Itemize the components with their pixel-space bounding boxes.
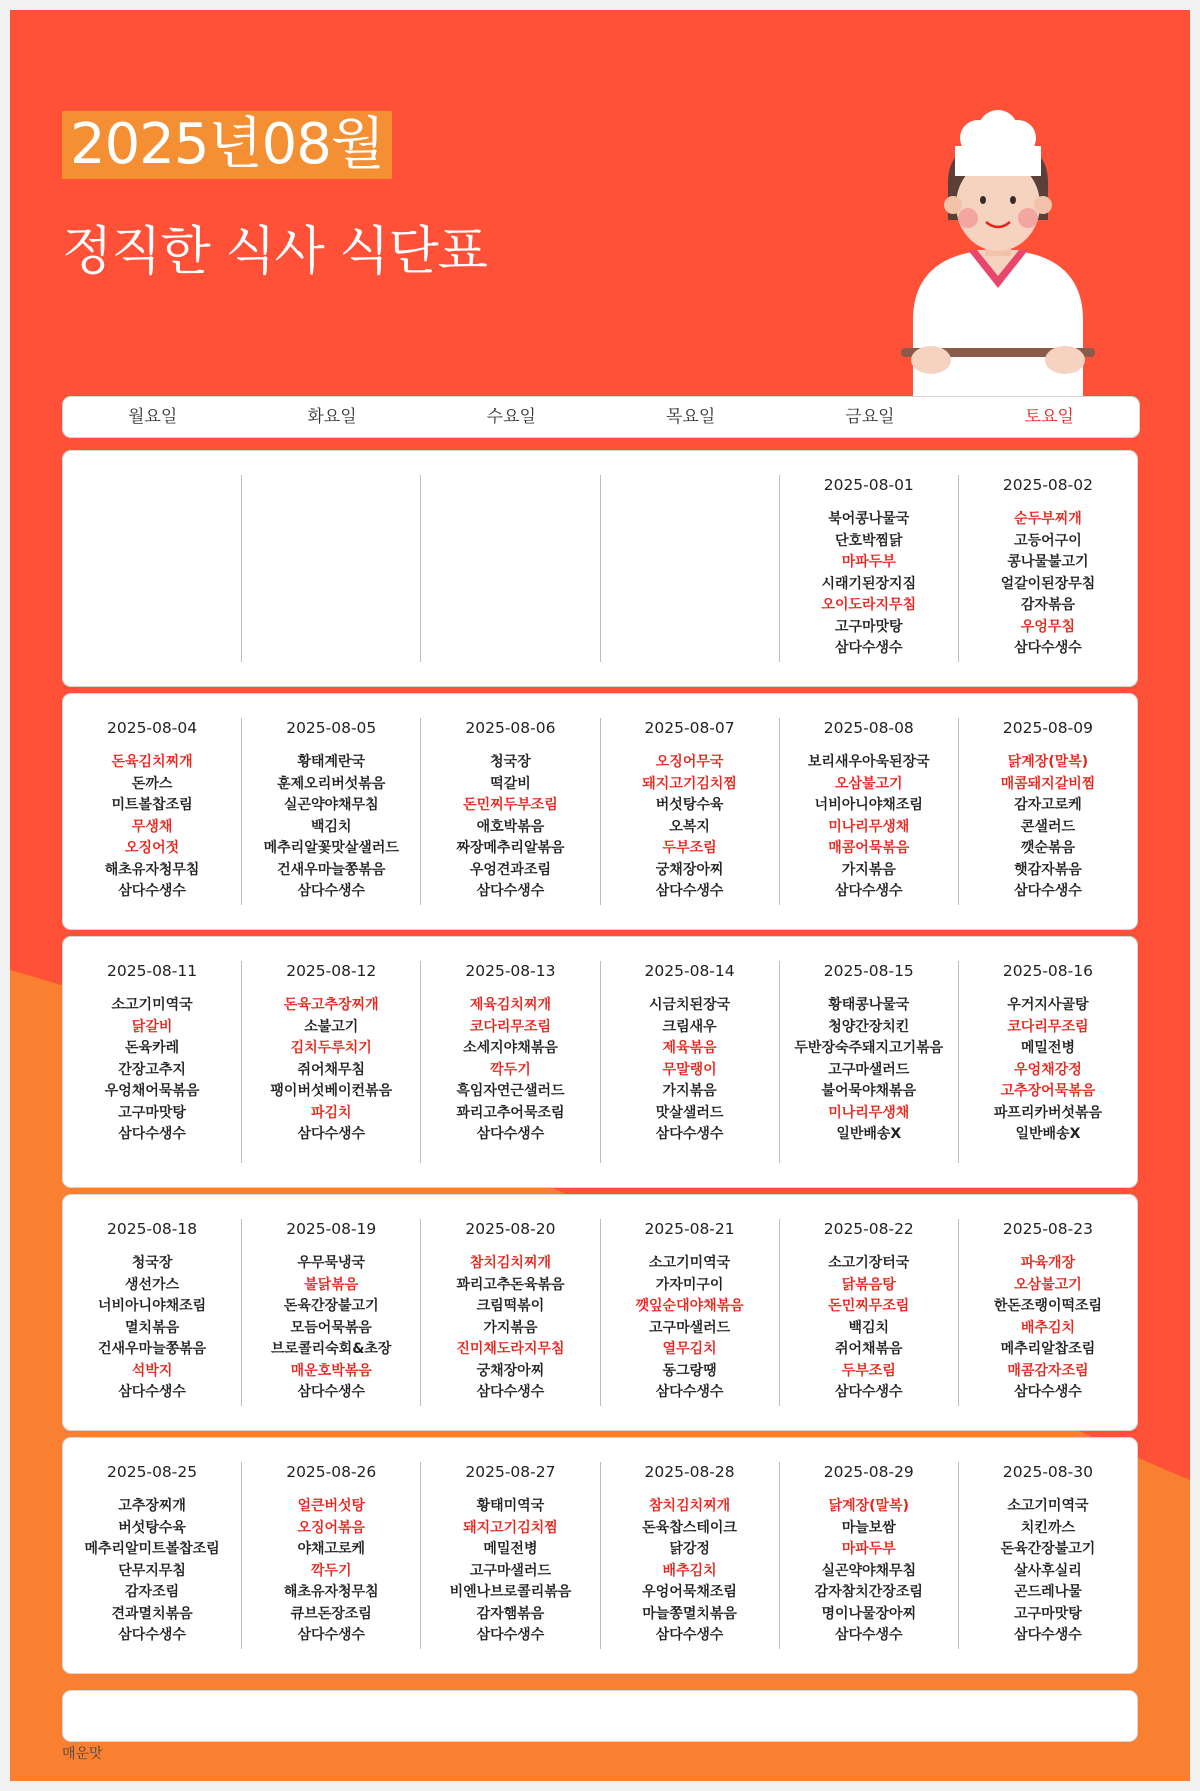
menu-item-spicy: 미나리무생채 bbox=[828, 818, 910, 835]
day-date: 2025-08-28 bbox=[644, 1463, 735, 1481]
menu-item-spicy: 석박지 bbox=[131, 1362, 173, 1379]
menu-list bbox=[959, 1253, 1137, 1404]
day-cell bbox=[780, 475, 959, 662]
menu-item-spicy: 얼큰버섯탕 bbox=[297, 1498, 366, 1514]
menu-item-spicy: 제육김치찌개 bbox=[469, 997, 551, 1013]
menu-item: 고구마맛탕 bbox=[834, 618, 903, 635]
day-date: 2025-08-04 bbox=[107, 719, 198, 737]
menu-item: 삼다수생수 bbox=[834, 640, 903, 656]
menu-item-spicy: 고추장어묵볶음 bbox=[1000, 1083, 1096, 1099]
menu-item: 감자조림 bbox=[125, 1584, 180, 1600]
menu-item: 삼다수생수 bbox=[118, 883, 186, 899]
menu-item-spicy: 두부조림 bbox=[662, 840, 717, 856]
weekday-mon: 월요일 bbox=[128, 407, 178, 427]
week-row bbox=[62, 450, 1138, 687]
day-cell bbox=[959, 961, 1137, 1163]
menu-list bbox=[959, 1496, 1137, 1647]
day-date: 2025-08-16 bbox=[1002, 962, 1093, 980]
day-cell bbox=[63, 1219, 242, 1406]
day-cell bbox=[242, 961, 421, 1163]
menu-item: 삼다수생수 bbox=[476, 1384, 545, 1400]
day-date: 2025-08-22 bbox=[823, 1220, 914, 1238]
day-cell bbox=[601, 475, 780, 662]
menu-item: 너비아니야채조림 bbox=[814, 797, 923, 813]
menu-item: 견과멸치볶음 bbox=[111, 1605, 193, 1622]
menu-item: 감자고로케 bbox=[1014, 797, 1082, 813]
menu-list bbox=[63, 995, 241, 1146]
chef-illustration bbox=[893, 110, 1103, 400]
menu-item: 황태콩나물국 bbox=[828, 997, 910, 1013]
menu-item: 브로콜리숙회&초장 bbox=[271, 1341, 392, 1357]
day-cell bbox=[601, 1462, 780, 1649]
menu-item: 우엉채어묵볶음 bbox=[104, 1083, 200, 1099]
menu-list bbox=[780, 995, 958, 1146]
menu-item-spicy: 두부조림 bbox=[841, 1362, 896, 1379]
menu-item: 우무묵냉국 bbox=[297, 1255, 366, 1271]
menu-item: 백김치 bbox=[310, 818, 352, 835]
weekday-thu: 목요일 bbox=[666, 407, 716, 427]
menu-item: 메밀전병 bbox=[1020, 1040, 1075, 1056]
menu-item: 삼다수생수 bbox=[655, 883, 724, 899]
menu-item: 오복지 bbox=[669, 818, 710, 835]
menu-item: 훈제오리버섯볶음 bbox=[277, 775, 386, 792]
menu-item: 생선가스 bbox=[125, 1276, 180, 1293]
menu-item: 소고기미역국 bbox=[1007, 1498, 1089, 1514]
menu-item-spicy: 진미채도라지무침 bbox=[456, 1341, 565, 1357]
menu-item: 돈육간장불고기 bbox=[283, 1298, 379, 1314]
menu-item: 쥐어채무침 bbox=[297, 1061, 366, 1078]
week-row bbox=[62, 936, 1138, 1188]
menu-item: 실곤약야채무침 bbox=[283, 797, 379, 813]
day-cell bbox=[601, 961, 780, 1163]
week-row bbox=[62, 1194, 1138, 1431]
menu-list bbox=[959, 752, 1137, 903]
menu-item: 맛살샐러드 bbox=[655, 1104, 724, 1121]
weekday-fri: 금요일 bbox=[845, 407, 895, 427]
month-title: 2025년08월 bbox=[62, 111, 392, 179]
menu-item: 명이나물장아찌 bbox=[821, 1605, 917, 1622]
menu-item: 삼다수생수 bbox=[655, 1627, 724, 1643]
day-cell bbox=[63, 475, 242, 662]
menu-item-spicy: 매콤감자조림 bbox=[1007, 1362, 1089, 1379]
menu-item: 짜장메추리알볶음 bbox=[456, 840, 565, 856]
menu-item: 멸치볶음 bbox=[125, 1319, 180, 1336]
menu-item-spicy: 배추김치 bbox=[1020, 1319, 1075, 1336]
menu-item: 황태미역국 bbox=[476, 1498, 545, 1514]
menu-item: 황태계란국 bbox=[297, 754, 366, 770]
menu-item: 콘샐러드 bbox=[1020, 818, 1075, 835]
menu-item: 콩나물불고기 bbox=[1007, 554, 1089, 570]
day-cell bbox=[421, 475, 600, 662]
menu-item: 팽이버섯베이컨볶음 bbox=[270, 1083, 393, 1099]
menu-item-spicy: 무생채 bbox=[131, 818, 173, 835]
day-cell bbox=[421, 1462, 600, 1649]
menu-item: 삼다수생수 bbox=[1014, 883, 1082, 899]
menu-item: 가자미구이 bbox=[655, 1276, 724, 1293]
menu-item: 단무지무침 bbox=[118, 1562, 186, 1579]
menu-list bbox=[601, 995, 779, 1146]
menu-item: 고구마샐러드 bbox=[649, 1319, 731, 1336]
menu-item-spicy: 코다리무조림 bbox=[1007, 1018, 1089, 1035]
menu-item: 삼다수생수 bbox=[655, 1384, 724, 1400]
day-date: 2025-08-26 bbox=[286, 1463, 377, 1481]
day-cell bbox=[63, 961, 242, 1163]
menu-item-spicy: 파김치 bbox=[310, 1104, 352, 1121]
menu-list bbox=[421, 1253, 599, 1404]
menu-list bbox=[63, 752, 241, 903]
menu-item-spicy: 순두부찌개 bbox=[1014, 511, 1082, 527]
week-row bbox=[62, 1437, 1138, 1674]
menu-item-spicy: 제육볶음 bbox=[662, 1040, 717, 1056]
menu-item: 치킨까스 bbox=[1020, 1519, 1075, 1536]
menu-item: 흑임자연근샐러드 bbox=[456, 1083, 565, 1099]
menu-item: 삼다수생수 bbox=[834, 1627, 903, 1643]
menu-subtitle: 정직한 식사 식단표 bbox=[62, 222, 487, 282]
menu-list bbox=[242, 1496, 420, 1647]
menu-list bbox=[242, 752, 420, 903]
menu-item-spicy: 파육개장 bbox=[1020, 1255, 1075, 1271]
day-date: 2025-08-13 bbox=[465, 962, 556, 980]
menu-item: 가지볶음 bbox=[483, 1319, 538, 1336]
day-date: 2025-08-25 bbox=[107, 1463, 198, 1481]
day-cell bbox=[601, 1219, 780, 1406]
menu-item: 비엔나브로콜리볶음 bbox=[449, 1584, 572, 1600]
menu-list bbox=[242, 995, 420, 1146]
menu-item-spicy: 참치김치찌개 bbox=[469, 1255, 551, 1271]
menu-list bbox=[780, 1496, 958, 1647]
day-date: 2025-08-27 bbox=[465, 1463, 556, 1481]
menu-item-spicy: 매콤돼지갈비찜 bbox=[1000, 775, 1096, 792]
menu-item-spicy: 매콤어묵볶음 bbox=[828, 840, 910, 856]
menu-item: 마늘보쌈 bbox=[841, 1519, 896, 1536]
menu-item-spicy: 참치김치찌개 bbox=[649, 1498, 731, 1514]
weekday-sat: 토요일 bbox=[1024, 407, 1074, 427]
menu-item-spicy: 오징어무국 bbox=[655, 754, 724, 770]
day-date: 2025-08-02 bbox=[1002, 476, 1093, 494]
day-date: 2025-08-29 bbox=[823, 1463, 914, 1481]
weekday-header bbox=[62, 396, 1140, 438]
menu-item: 삼다수생수 bbox=[1014, 1627, 1082, 1643]
day-cell bbox=[63, 718, 242, 905]
menu-list bbox=[242, 1253, 420, 1404]
menu-item: 살사후실리 bbox=[1014, 1562, 1082, 1579]
menu-item: 청국장 bbox=[490, 754, 531, 770]
menu-list bbox=[780, 509, 958, 660]
menu-item: 청양간장치킨 bbox=[828, 1018, 910, 1035]
menu-item: 동그랑땡 bbox=[662, 1362, 717, 1379]
menu-item: 일반배송X bbox=[1015, 1126, 1081, 1142]
menu-item: 돈육찹스테이크 bbox=[642, 1519, 737, 1536]
week-row bbox=[62, 693, 1138, 930]
menu-item: 메밀전병 bbox=[483, 1541, 538, 1557]
menu-item-spicy: 돼지고기김치찜 bbox=[463, 1519, 558, 1536]
day-cell bbox=[63, 1462, 242, 1649]
day-date: 2025-08-30 bbox=[1002, 1463, 1093, 1481]
menu-item-spicy: 배추김치 bbox=[662, 1562, 717, 1579]
menu-item: 메추리알미트볼찹조림 bbox=[84, 1541, 220, 1557]
day-date: 2025-08-06 bbox=[465, 719, 556, 737]
day-cell bbox=[959, 475, 1137, 662]
weekday-wed: 수요일 bbox=[486, 407, 536, 427]
menu-item-spicy: 깻잎순대야채볶음 bbox=[635, 1298, 744, 1314]
menu-item-spicy: 돈육김치찌개 bbox=[111, 754, 193, 770]
menu-list bbox=[780, 1253, 958, 1404]
menu-item: 야채고로케 bbox=[297, 1541, 366, 1557]
menu-item: 돈까스 bbox=[131, 775, 173, 792]
day-date: 2025-08-05 bbox=[286, 719, 377, 737]
empty-week-row bbox=[62, 1690, 1138, 1742]
menu-list bbox=[421, 995, 599, 1146]
day-cell bbox=[959, 718, 1137, 905]
menu-item-spicy: 닭갈비 bbox=[131, 1018, 173, 1035]
menu-item: 소고기미역국 bbox=[111, 997, 193, 1013]
menu-item: 삼다수생수 bbox=[297, 1384, 366, 1400]
day-cell bbox=[601, 718, 780, 905]
day-date: 2025-08-14 bbox=[644, 962, 735, 980]
day-date: 2025-08-20 bbox=[465, 1220, 556, 1238]
day-cell bbox=[959, 1219, 1137, 1406]
menu-item: 청국장 bbox=[131, 1255, 173, 1271]
day-cell bbox=[242, 475, 421, 662]
menu-item-spicy: 닭계장(말복) bbox=[828, 1498, 909, 1514]
menu-list bbox=[421, 752, 599, 903]
menu-item: 삼다수생수 bbox=[1014, 640, 1082, 656]
day-date: 2025-08-19 bbox=[286, 1220, 377, 1238]
menu-item: 고구마샐러드 bbox=[469, 1562, 551, 1579]
menu-item: 감자볶음 bbox=[1020, 597, 1075, 613]
menu-poster bbox=[10, 10, 1190, 1781]
menu-item: 삼다수생수 bbox=[297, 1627, 366, 1643]
menu-item: 메추리알꽃맛살샐러드 bbox=[263, 840, 399, 856]
menu-item: 간장고추지 bbox=[118, 1061, 186, 1078]
menu-item: 고구마맛탕 bbox=[1014, 1605, 1082, 1622]
menu-item: 일반배송X bbox=[836, 1126, 902, 1142]
menu-item: 메추리알찹조림 bbox=[1000, 1341, 1096, 1357]
menu-list bbox=[601, 1253, 779, 1404]
menu-item: 삼다수생수 bbox=[834, 1384, 903, 1400]
menu-item-spicy: 깍두기 bbox=[490, 1061, 531, 1078]
menu-item-spicy: 김치두루치기 bbox=[290, 1040, 372, 1056]
day-cell bbox=[780, 1462, 959, 1649]
menu-item: 고구마맛탕 bbox=[118, 1104, 186, 1121]
menu-item-spicy: 닭계장(말복) bbox=[1007, 754, 1089, 770]
day-date: 2025-08-23 bbox=[1002, 1220, 1093, 1238]
menu-item: 떡갈비 bbox=[490, 775, 531, 792]
day-date: 2025-08-09 bbox=[1002, 719, 1093, 737]
menu-item: 미트볼찹조림 bbox=[111, 797, 193, 813]
menu-item: 돈육카레 bbox=[125, 1040, 180, 1056]
day-cell bbox=[421, 961, 600, 1163]
menu-item-spicy: 돈민찌두부조림 bbox=[463, 797, 558, 813]
menu-item: 애호박볶음 bbox=[476, 818, 545, 835]
menu-item-spicy: 열무김치 bbox=[662, 1341, 717, 1357]
menu-item-spicy: 돈민찌무조림 bbox=[828, 1298, 910, 1314]
menu-list bbox=[601, 752, 779, 903]
menu-item-spicy: 우엉채강정 bbox=[1014, 1061, 1082, 1078]
menu-item: 삼다수생수 bbox=[476, 1627, 545, 1643]
menu-item: 삼다수생수 bbox=[118, 1126, 186, 1142]
menu-item: 햇감자볶음 bbox=[1014, 861, 1082, 878]
day-cell bbox=[780, 961, 959, 1163]
menu-item: 북어콩나물국 bbox=[828, 511, 910, 527]
spicy-legend: 매운맛 bbox=[62, 1746, 103, 1762]
day-cell bbox=[242, 1462, 421, 1649]
menu-item: 쥐어채볶음 bbox=[834, 1341, 903, 1357]
menu-item: 소세지야채볶음 bbox=[463, 1040, 558, 1056]
menu-item: 삼다수생수 bbox=[476, 1126, 545, 1142]
menu-item: 삼다수생수 bbox=[118, 1627, 186, 1643]
menu-item: 궁채장아찌 bbox=[476, 1362, 545, 1379]
menu-list bbox=[959, 509, 1137, 660]
menu-item-spicy: 오삼불고기 bbox=[1014, 1276, 1082, 1293]
day-cell bbox=[959, 1462, 1137, 1649]
menu-list bbox=[63, 1496, 241, 1647]
menu-item: 백김치 bbox=[848, 1319, 890, 1336]
menu-item: 곤드레나물 bbox=[1014, 1584, 1082, 1600]
menu-item: 너비아니야채조림 bbox=[97, 1298, 207, 1314]
menu-item-spicy: 마파두부 bbox=[841, 554, 896, 570]
menu-item: 삼다수생수 bbox=[297, 883, 366, 899]
menu-item: 우거지사골탕 bbox=[1007, 997, 1089, 1013]
menu-item: 고등어구이 bbox=[1014, 532, 1082, 549]
menu-item: 고추장찌개 bbox=[118, 1498, 186, 1514]
menu-item: 해초유자청무침 bbox=[283, 1584, 379, 1600]
menu-item-spicy: 깍두기 bbox=[310, 1562, 352, 1579]
menu-item: 파프리카버섯볶음 bbox=[993, 1104, 1103, 1121]
menu-item: 큐브돈장조림 bbox=[290, 1605, 372, 1622]
menu-item: 감자참치간장조림 bbox=[814, 1584, 923, 1600]
menu-item: 소고기장터국 bbox=[828, 1255, 910, 1271]
day-date: 2025-08-12 bbox=[286, 962, 377, 980]
menu-list bbox=[63, 1253, 241, 1404]
menu-item: 삼다수생수 bbox=[655, 1126, 724, 1142]
menu-item-spicy: 오징어볶음 bbox=[297, 1519, 366, 1536]
menu-item-spicy: 돈육고추장찌개 bbox=[283, 997, 379, 1013]
menu-item: 단호박찜닭 bbox=[834, 532, 903, 549]
menu-list bbox=[959, 995, 1137, 1146]
day-cell bbox=[242, 718, 421, 905]
menu-item: 실곤약야채무침 bbox=[821, 1562, 917, 1579]
menu-list bbox=[421, 1496, 599, 1647]
day-date: 2025-08-15 bbox=[823, 962, 914, 980]
menu-item-spicy: 오징어젓 bbox=[125, 840, 180, 856]
menu-item: 시금치된장국 bbox=[649, 997, 731, 1013]
menu-item: 우엉견과조림 bbox=[469, 861, 551, 878]
menu-item: 고구마샐러드 bbox=[828, 1061, 910, 1078]
menu-item: 버섯탕수육 bbox=[118, 1519, 186, 1536]
day-cell bbox=[421, 718, 600, 905]
menu-item: 크림새우 bbox=[662, 1018, 717, 1035]
day-date: 2025-08-21 bbox=[644, 1220, 735, 1238]
menu-item: 닭강정 bbox=[669, 1541, 710, 1557]
menu-item-spicy: 무말랭이 bbox=[662, 1061, 717, 1078]
menu-item: 삼다수생수 bbox=[118, 1384, 186, 1400]
menu-item: 불어묵야채볶음 bbox=[821, 1083, 917, 1099]
menu-item: 소고기미역국 bbox=[649, 1255, 731, 1271]
menu-item: 가지볶음 bbox=[662, 1083, 717, 1099]
day-cell bbox=[780, 1219, 959, 1406]
menu-item: 건새우마늘쫑볶음 bbox=[277, 861, 386, 878]
day-date: 2025-08-07 bbox=[644, 719, 735, 737]
menu-item: 삼다수생수 bbox=[297, 1126, 366, 1142]
menu-item-spicy: 닭볶음탕 bbox=[841, 1276, 896, 1293]
day-cell bbox=[242, 1219, 421, 1406]
menu-item: 삼다수생수 bbox=[834, 883, 903, 899]
menu-item: 꽈리고추돈육볶음 bbox=[456, 1276, 565, 1293]
menu-item: 보리새우아욱된장국 bbox=[807, 754, 930, 770]
day-cell bbox=[421, 1219, 600, 1406]
day-date: 2025-08-08 bbox=[823, 719, 914, 737]
day-cell bbox=[780, 718, 959, 905]
menu-item: 삼다수생수 bbox=[476, 883, 545, 899]
menu-item: 얼갈이된장무침 bbox=[1000, 575, 1096, 592]
menu-item-spicy: 미나리무생채 bbox=[828, 1104, 910, 1121]
day-date: 2025-08-11 bbox=[107, 962, 198, 980]
menu-item-spicy: 코다리무조림 bbox=[469, 1018, 551, 1035]
menu-item: 버섯탕수육 bbox=[655, 797, 724, 813]
menu-item: 궁채장아찌 bbox=[655, 861, 724, 878]
menu-item: 소불고기 bbox=[304, 1018, 359, 1035]
menu-item-spicy: 돼지고기김치찜 bbox=[642, 775, 737, 792]
menu-item: 깻순볶음 bbox=[1020, 840, 1075, 856]
menu-item-spicy: 오이도라지무침 bbox=[821, 597, 917, 613]
menu-item-spicy: 우엉무침 bbox=[1020, 618, 1075, 635]
menu-list bbox=[601, 1496, 779, 1647]
day-date: 2025-08-01 bbox=[823, 476, 914, 494]
menu-item-spicy: 불닭볶음 bbox=[304, 1276, 359, 1293]
menu-item: 삼다수생수 bbox=[1014, 1384, 1082, 1400]
menu-item: 해초유자청무침 bbox=[104, 861, 200, 878]
menu-item: 모듬어묵볶음 bbox=[290, 1319, 372, 1336]
menu-item: 가지볶음 bbox=[841, 861, 896, 878]
menu-item: 건새우마늘쫑볶음 bbox=[97, 1341, 207, 1357]
menu-item: 마늘쫑멸치볶음 bbox=[642, 1605, 737, 1622]
menu-item-spicy: 오삼불고기 bbox=[834, 775, 903, 792]
menu-item: 크림떡볶이 bbox=[476, 1298, 545, 1314]
menu-list bbox=[780, 752, 958, 903]
menu-item: 한돈조랭이떡조림 bbox=[993, 1298, 1103, 1314]
menu-item: 꽈리고추어묵조림 bbox=[456, 1104, 565, 1121]
menu-item: 우엉어묵채조림 bbox=[642, 1584, 737, 1600]
menu-item: 돈육간장불고기 bbox=[1000, 1541, 1096, 1557]
weekday-tue: 화요일 bbox=[307, 407, 357, 427]
menu-item: 시래기된장지짐 bbox=[821, 575, 917, 592]
menu-item: 감자햄볶음 bbox=[476, 1605, 545, 1622]
menu-item-spicy: 마파두부 bbox=[841, 1541, 896, 1557]
menu-item: 두반장숙주돼지고기볶음 bbox=[794, 1040, 944, 1056]
day-date: 2025-08-18 bbox=[107, 1220, 198, 1238]
menu-item-spicy: 매운호박볶음 bbox=[290, 1362, 372, 1379]
